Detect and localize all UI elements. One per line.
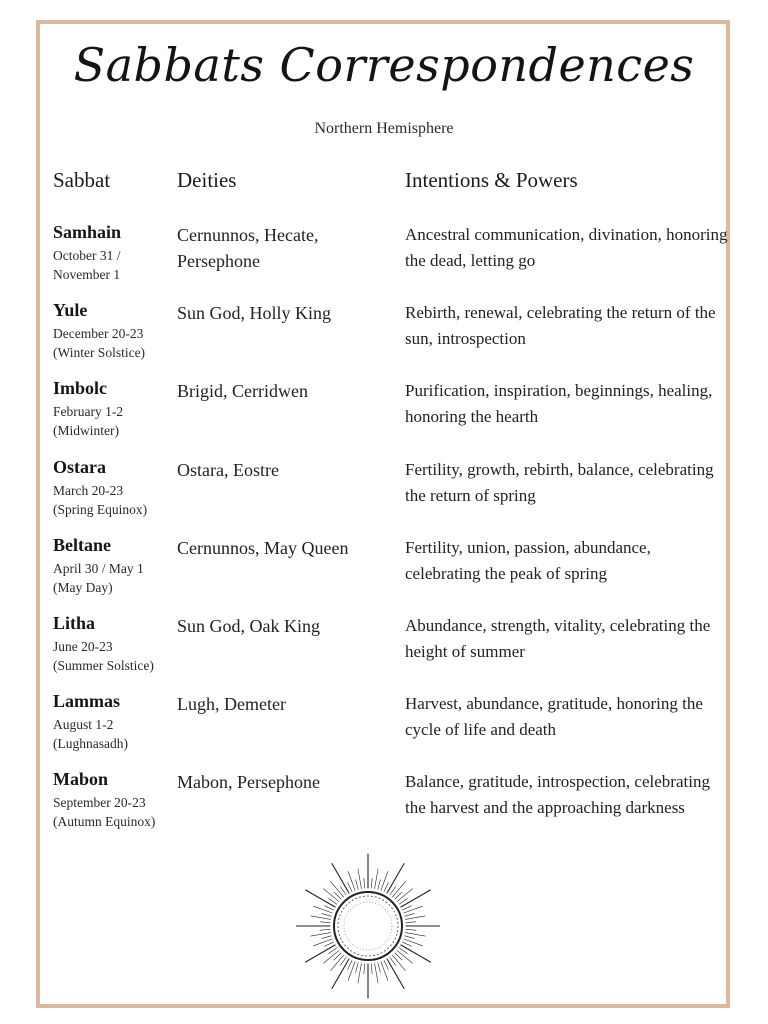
table-row (0, 613, 768, 691)
sabbat-name: Imbolc (53, 378, 107, 398)
header-intentions: Intentions & Powers (405, 168, 578, 192)
sabbat-deities: Mabon, Persephone (177, 772, 320, 792)
sabbat-dates: April 30 / May 1 (May Day) (53, 561, 144, 595)
page-title: Sabbats Correspondences (73, 38, 695, 92)
sabbat-name: Samhain (53, 222, 122, 242)
sabbat-intentions: Abundance, strength, vitality, celebrating the height of summer (405, 616, 711, 661)
sabbat-name: Ostara (53, 457, 106, 477)
sabbat-deities: Brigid, Cerridwen (177, 381, 308, 401)
sabbat-intentions: Ancestral communication, divination, honoring the dead, letting go (405, 225, 728, 270)
sabbat-intentions: Fertility, growth, rebirth, balance, celebrating the return of spring (405, 460, 714, 505)
table-row (0, 457, 768, 535)
sabbat-deities: Sun God, Holly King (177, 303, 332, 323)
sun-icon (296, 850, 440, 1000)
sabbat-deities: Sun God, Oak King (177, 616, 320, 636)
table-row (0, 769, 768, 847)
sabbat-dates: February 1-2 (Midwinter) (53, 404, 124, 438)
table-row (0, 300, 768, 378)
sabbat-deities: Cernunnos, May Queen (177, 538, 349, 558)
sabbat-dates: June 20-23 (Summer Solstice) (53, 639, 154, 673)
table-row (0, 691, 768, 769)
sabbat-intentions: Rebirth, renewal, celebrating the return of the sun, introspection (405, 303, 716, 348)
sabbat-name: Lammas (53, 691, 120, 711)
sabbat-deities: Cernunnos, Hecate, Persephone (177, 225, 319, 271)
table-row (0, 535, 768, 613)
sabbat-deities: Lugh, Demeter (177, 694, 286, 714)
sabbat-name: Beltane (53, 535, 111, 555)
sabbat-intentions: Fertility, union, passion, abundance, celebrating the peak of spring (405, 538, 651, 583)
sabbat-intentions: Harvest, abundance, gratitude, honoring the cycle of life and death (405, 694, 703, 739)
sabbat-intentions: Balance, gratitude, introspection, celebrating the harvest and the approaching darkness (405, 772, 710, 817)
sabbat-name: Yule (53, 300, 88, 320)
sabbat-dates: September 20-23 (Autumn Equinox) (53, 795, 156, 829)
sabbat-name: Litha (53, 613, 96, 633)
sabbat-dates: October 31 / November 1 (53, 248, 121, 282)
header-deities: Deities (177, 168, 237, 192)
sabbat-dates: December 20-23 (Winter Solstice) (53, 326, 146, 360)
sabbat-name: Mabon (53, 769, 109, 789)
table-row (0, 222, 768, 300)
sabbat-dates: August 1-2 (Lughnasadh) (53, 717, 128, 751)
sabbat-intentions: Purification, inspiration, beginnings, healing, honoring the hearth (405, 381, 713, 426)
header-sabbat: Sabbat (53, 168, 111, 192)
sabbat-deities: Ostara, Eostre (177, 460, 279, 480)
page-subtitle: Northern Hemisphere (314, 120, 454, 137)
table-row (0, 378, 768, 456)
sabbat-dates: March 20-23 (Spring Equinox) (53, 483, 148, 517)
